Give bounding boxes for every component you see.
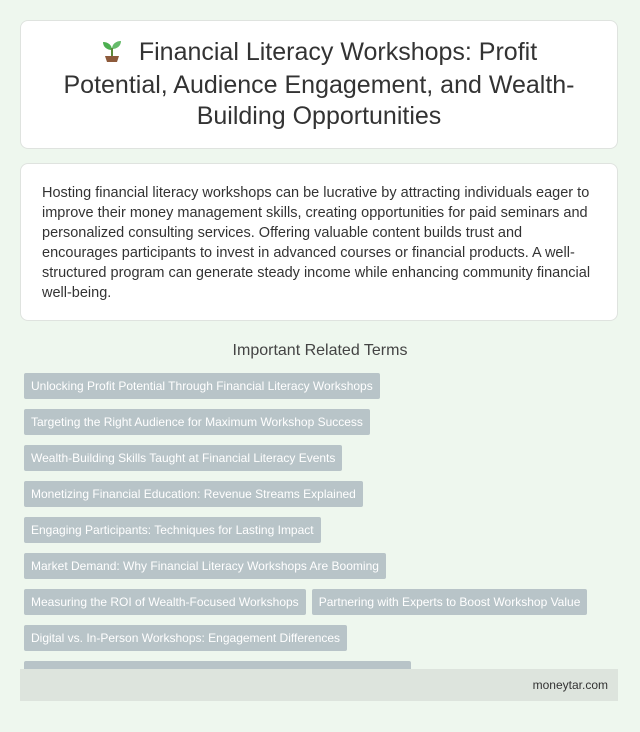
related-term-tag[interactable]: Unlocking Profit Potential Through Financial Literacy Workshops: [24, 373, 380, 399]
footer-site[interactable]: moneytar.com: [532, 678, 608, 692]
sprout-icon: [101, 38, 123, 70]
related-term-tag[interactable]: Targeting the Right Audience for Maximum Workshop Success: [24, 409, 370, 435]
related-terms-list: [24, 373, 624, 697]
related-term-tag[interactable]: Wealth-Building Skills Taught at Financial Literacy Events: [24, 445, 342, 471]
title-card: [20, 20, 618, 149]
related-term-tag[interactable]: Monetizing Financial Education: Revenue Streams Explained: [24, 481, 363, 507]
page-title: [59, 37, 579, 132]
related-term-tag[interactable]: Market Demand: Why Financial Literacy Workshops Are Booming: [24, 553, 386, 579]
related-term-tag[interactable]: Engaging Participants: Techniques for Lasting Impact: [24, 517, 321, 543]
related-terms-heading: Important Related Terms: [232, 342, 408, 359]
intro-card: [20, 163, 618, 321]
related-term-tag[interactable]: Partnering with Experts to Boost Workshop Value: [312, 589, 588, 615]
related-term-tag[interactable]: Measuring the ROI of Wealth-Focused Workshops: [24, 589, 306, 615]
page-title-text: Financial Literacy Workshops: Profit Potential, Audience Engagement, and Wealth-Building Opportunities: [63, 38, 575, 130]
footer: [20, 669, 618, 701]
intro-text: Hosting financial literacy workshops can be lucrative by attracting individuals eager to improve their money management skills, creating opportunities for paid seminars and personalized consulting services. Offering valuable content builds trust and encourages participants to invest in advanced courses or financial products. A well-structured program can generate steady income while enhancing community financial well-being.: [42, 185, 591, 301]
related-term-tag[interactable]: Digital vs. In-Person Workshops: Engagement Differences: [24, 625, 347, 651]
